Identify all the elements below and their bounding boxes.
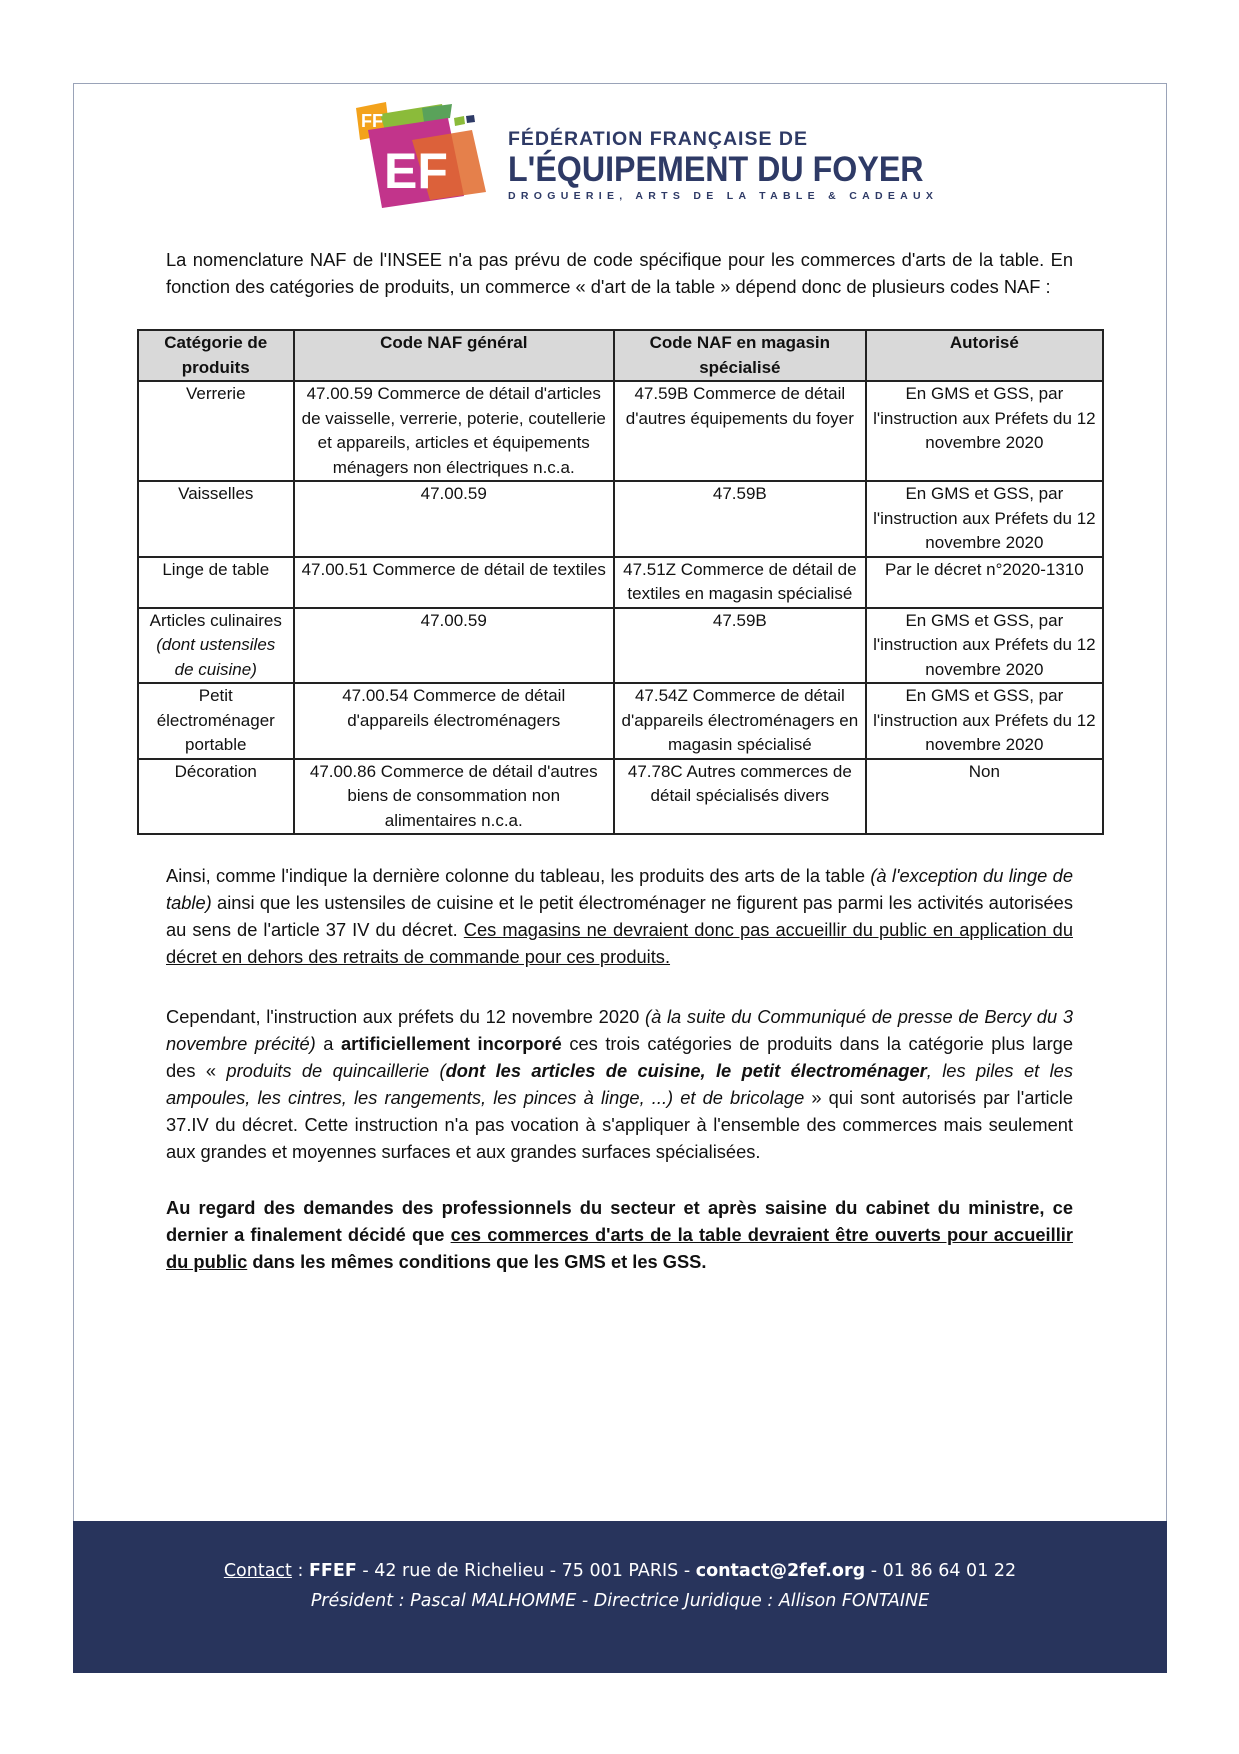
table-row (138, 557, 1103, 608)
para3-text-italic-2: produits de quincaillerie ( (226, 1060, 446, 1081)
contact-label: Contact (223, 1561, 292, 1581)
para2-text-a: Ainsi, comme l'indique la dernière colonne du tableau, les produits des arts de la table (166, 865, 871, 886)
cell-categorie-note: (dont ustensiles de cuisine) (156, 635, 276, 679)
cell-categorie: Vaisselles (138, 481, 294, 557)
cell-categorie: Petit électroménager portable (138, 683, 294, 759)
cell-code-general: 47.00.51 Commerce de détail de textiles (294, 557, 614, 608)
para3-text-e: ces trois catégories de produits dans la catégorie plus large des « (166, 1033, 1073, 1081)
para3-text-i: » qui sont autorisés par l'article 37.IV du décret. Cette instruction n'a pas vocation à s'appliquer à l'ensemble des commerces mais seulement aux grandes et moyennes surfaces et aux grandes surfaces spécialisées. (166, 1087, 1073, 1162)
cell-autorise: Par le décret n°2020-1310 (866, 557, 1103, 608)
table-row (138, 683, 1103, 759)
para4-text-a: Au regard des demandes des professionnels du secteur et après saisine du cabinet du ministre, ce dernier a finalement décidé que (166, 1197, 1073, 1245)
paragraph-instruction (166, 1003, 1073, 1165)
cell-code-specialise: 47.78C Autres commerces de détail spécialisés divers (614, 759, 866, 835)
cell-autorise: Non (866, 759, 1103, 835)
cell-autorise: En GMS et GSS, par l'instruction aux Préfets du 12 novembre 2020 (866, 481, 1103, 557)
cell-code-general: 47.00.59 Commerce de détail d'articles de vaisselle, verrerie, poterie, coutellerie et appareils, articles et équipements ménagers non électriques n.c.a. (294, 381, 614, 481)
cell-code-specialise: 47.54Z Commerce de détail d'appareils électroménagers en magasin spécialisé (614, 683, 866, 759)
svg-text:EF: EF (384, 143, 448, 199)
footer-officers-line: Président : Pascal MALHOMME - Directrice Juridique : Allison FONTAINE (310, 1591, 930, 1611)
para2-text-c: ainsi que les ustensiles de cuisine et le petit électroménager ne figurent pas parmi les activités autorisées au sens de l'article 37 IV du décret. (166, 892, 1073, 940)
cell-categorie (138, 608, 294, 684)
para3-text-bolditalic: dont les articles de cuisine, le petit électroménager (445, 1060, 927, 1081)
cell-code-specialise: 47.51Z Commerce de détail de textiles en magasin spécialisé (614, 557, 866, 608)
footer-email-link[interactable]: contact@2fef.org (695, 1561, 866, 1581)
para3-text-italic: (à la suite du Communiqué de presse de Bercy du 3 novembre précité) (166, 1006, 1073, 1054)
table-row (138, 608, 1103, 684)
para2-text-italic: (à l'exception du linge de table) (166, 865, 1073, 913)
cell-categorie: Verrerie (138, 381, 294, 481)
naf-table (137, 329, 1104, 835)
para3-text-italic-3: , les piles et les ampoules, les cintres, les rangements, les pinces à linge, ...) et de bricolage (166, 1060, 1073, 1108)
logo-line-1: FÉDÉRATION FRANÇAISE DE (508, 128, 808, 150)
cell-autorise: En GMS et GSS, par l'instruction aux Préfets du 12 novembre 2020 (866, 381, 1103, 481)
cell-code-specialise: 47.59B (614, 608, 866, 684)
header-code-specialise: Code NAF en magasin spécialisé (614, 330, 866, 381)
header-code-general: Code NAF général (294, 330, 614, 381)
footer-contact-line (73, 1561, 1167, 1581)
para3-text-bold: artificiellement incorporé (340, 1033, 562, 1054)
footer-band (73, 1521, 1167, 1673)
cell-categorie: Linge de table (138, 557, 294, 608)
cell-code-general: 47.00.59 (294, 608, 614, 684)
cell-code-specialise: 47.59B Commerce de détail d'autres équipements du foyer (614, 381, 866, 481)
footer-separator: : (291, 1561, 309, 1581)
ffef-logo-mark (352, 100, 497, 208)
footer-org: FFEF (308, 1561, 357, 1581)
logo-line-3: DROGUERIE, ARTS DE LA TABLE & CADEAUX (508, 190, 939, 202)
para4-text-c: dans les mêmes conditions que les GMS et les GSS. (247, 1251, 707, 1272)
table-header-row (138, 330, 1103, 381)
table-row (138, 381, 1103, 481)
ffef-logo (352, 100, 939, 210)
cell-code-specialise: 47.59B (614, 481, 866, 557)
table-row (138, 481, 1103, 557)
cell-autorise: En GMS et GSS, par l'instruction aux Préfets du 12 novembre 2020 (866, 683, 1103, 759)
para4-text-underline: ces commerces d'arts de la table devraient être ouverts pour accueillir du public (166, 1224, 1073, 1272)
cell-categorie-label: Articles culinaires (149, 610, 282, 630)
para3-text-a: Cependant, l'instruction aux préfets du 12 novembre 2020 (166, 1006, 646, 1027)
paragraph-decision (166, 1194, 1073, 1275)
para2-text-underline: Ces magasins ne devraient donc pas accueillir du public en application du décret en dehors des retraits de commande pour ces produits. (166, 919, 1073, 967)
header-categorie: Catégorie de produits (138, 330, 294, 381)
cell-code-general: 47.00.86 Commerce de détail d'autres biens de consommation non alimentaires n.c.a. (294, 759, 614, 835)
svg-text:FF: FF (361, 111, 383, 131)
cell-autorise: En GMS et GSS, par l'instruction aux Préfets du 12 novembre 2020 (866, 608, 1103, 684)
cell-code-general: 47.00.59 (294, 481, 614, 557)
cell-code-general: 47.00.54 Commerce de détail d'appareils électroménagers (294, 683, 614, 759)
paragraph-exceptions (166, 862, 1073, 970)
intro-paragraph: La nomenclature NAF de l'INSEE n'a pas prévu de code spécifique pour les commerces d'arts de la table. En fonction des catégories de produits, un commerce « d'art de la table » dépend donc de plusieurs codes NAF : (166, 249, 1073, 297)
footer-phone: - 01 86 64 01 22 (865, 1561, 1017, 1581)
logo-line-2: L'ÉQUIPEMENT DU FOYER (508, 150, 924, 189)
header-autorise: Autorisé (866, 330, 1103, 381)
table-row (138, 759, 1103, 835)
cell-categorie: Décoration (138, 759, 294, 835)
para3-text-c: a (315, 1033, 341, 1054)
footer-address: - 42 rue de Richelieu - 75 001 PARIS - (356, 1561, 696, 1581)
